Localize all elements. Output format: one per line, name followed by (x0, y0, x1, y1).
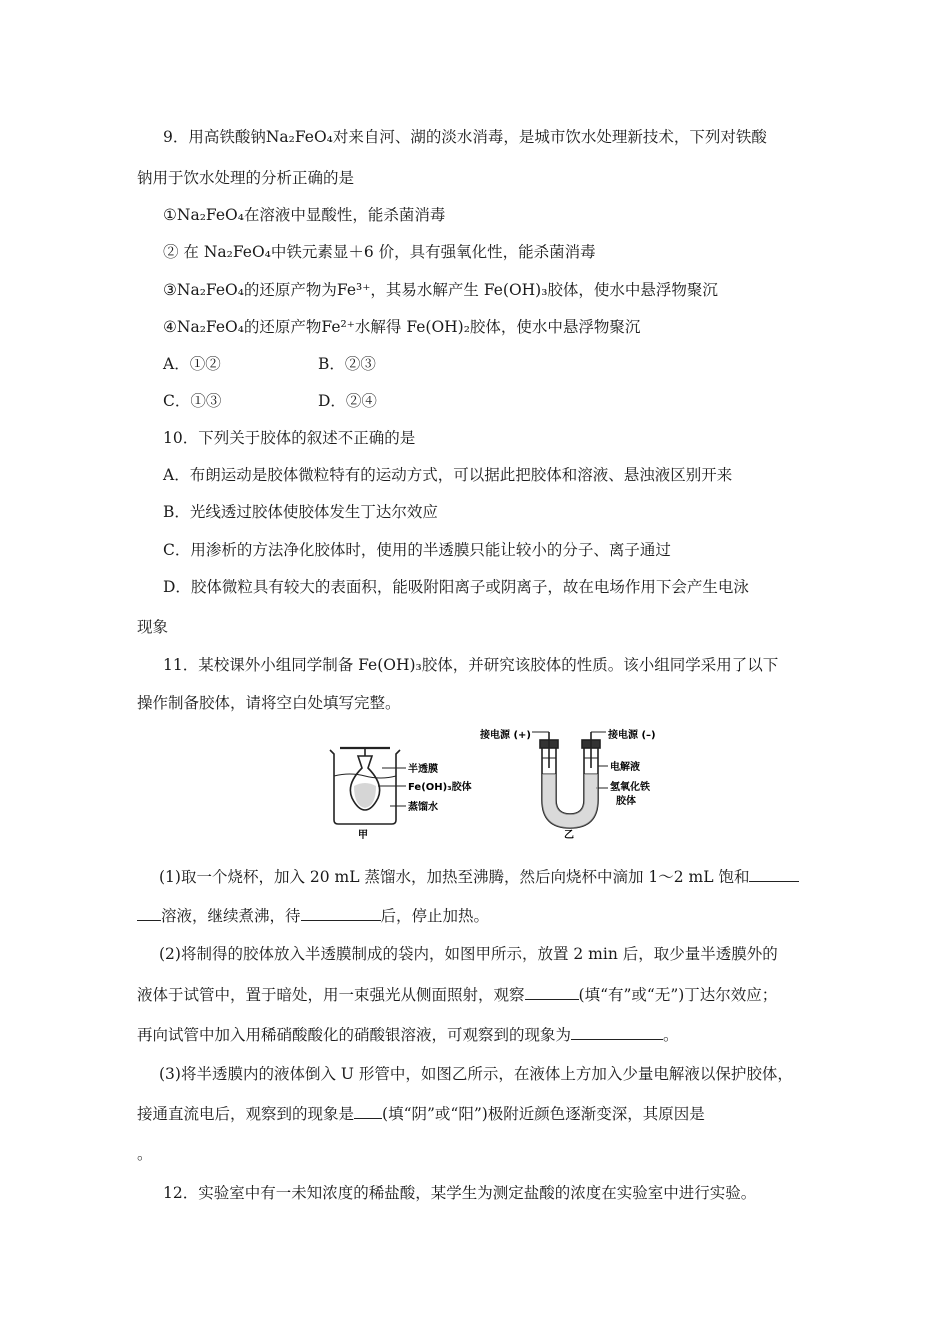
q9-option-d: D．②④ (318, 392, 377, 410)
q11-part3-line1: (3)将半透膜内的液体倒入 U 形管中，如图乙所示，在液体上方加入少量电解液以保护胶体， (159, 1065, 793, 1083)
q9-option-c: C．①③ (163, 392, 222, 410)
figure-yi-label-cathode: 接电源 (–) (608, 730, 656, 741)
q11-part3-line3: 。 (137, 1145, 153, 1163)
q10-option-a: A．布朗运动是胶体微粒特有的运动方式，可以据此把胶体和溶液、悬浊液区别开来 (163, 466, 733, 484)
q11-part1-text2: 溶液，继续煮沸，待 (161, 907, 301, 925)
q10-option-d-line2: 现象 (137, 618, 169, 636)
q11-part1-text3: 后，停止加热。 (380, 907, 490, 925)
q11-part2-line1: (2)将制得的胶体放入半透膜制成的袋内，如图甲所示，放置 2 min 后，取少量半透膜外的 (159, 945, 778, 963)
q9-statement-3: ③Na₂FeO₄的还原产物为Fe³⁺，其易水解产生 Fe(OH)₃胶体，使水中悬浮物聚沉 (163, 281, 718, 299)
q10-option-b: B．光线透过胶体使胶体发生丁达尔效应 (163, 503, 438, 521)
q10-option-d-line1: D．胶体微粒具有较大的表面积，能吸附阳离子或阴离子，故在电场作用下会产生电泳 (163, 578, 749, 596)
q11-blank-1-cont[interactable] (137, 905, 161, 921)
q11-part2-line2 (137, 984, 777, 1005)
q11-part3-line2 (137, 1103, 705, 1124)
figure-jia-label-membrane: 半透膜 (408, 764, 438, 775)
q9-statement-1: ①Na₂FeO₄在溶液中显酸性，能杀菌消毒 (163, 206, 446, 224)
figure-yi-label-colloid: 胶体 (616, 796, 636, 807)
figure-jia-caption: 甲 (358, 830, 368, 840)
apparatus-figure (320, 728, 670, 840)
q11-part1-text: (1)取一个烧杯，加入 20 mL 蒸馏水，加热至沸腾，然后向烧杯中滴加 1～2 mL 饱和 (159, 868, 750, 886)
q9-statement-2: ② 在 Na₂FeO₄中铁元素显＋6 价，具有强氧化性，能杀菌消毒 (163, 243, 596, 261)
q9-option-b: B．②③ (318, 355, 376, 373)
figure-yi-label-hydroxide: 氢氧化铁 (610, 782, 650, 793)
q11-blank-5[interactable] (354, 1103, 382, 1119)
figure-jia-label-water: 蒸馏水 (408, 802, 438, 813)
q11-blank-4[interactable] (571, 1024, 663, 1040)
q9-option-a: A．①② (163, 355, 221, 373)
figure-yi-caption: 乙 (564, 830, 574, 840)
figure-yi-label-anode: 接电源 (+) (480, 730, 532, 741)
q11-stem-line2: 操作制备胶体，请将空白处填写完整。 (137, 694, 401, 712)
q11-part2-text: 液体于试管中，置于暗处，用一束强光从侧面照射，观察 (137, 986, 525, 1004)
q10-option-c: C．用渗析的方法净化胶体时，使用的半透膜只能让较小的分子、离子通过 (163, 541, 671, 559)
q9-stem-line1: 9．用高铁酸钠Na₂FeO₄对来自河、湖的淡水消毒，是城市饮水处理新技术，下列对铁酸 (163, 128, 767, 146)
q12-stem: 12．实验室中有一未知浓度的稀盐酸，某学生为测定盐酸的浓度在实验室中进行实验。 (163, 1184, 757, 1202)
q11-part2-text3: 再向试管中加入用稀硝酸酸化的硝酸银溶液，可观察到的现象为 (137, 1026, 572, 1044)
q11-stem-line1: 11．某校课外小组同学制备 Fe(OH)₃胶体，并研究该胶体的性质。该小组同学采用了以下 (163, 656, 779, 674)
q11-part3-text2: (填“阴”或“阳”)极附近颜色逐渐变深，其原因是 (382, 1105, 705, 1123)
q11-part2-line3 (137, 1024, 679, 1045)
figure-yi-label-electrolyte: 电解液 (610, 762, 640, 773)
q11-blank-3[interactable] (525, 984, 579, 1000)
q9-stem-line2: 钠用于饮水处理的分析正确的是 (137, 169, 355, 187)
q11-blank-2[interactable] (301, 905, 381, 921)
q11-part2-end: 。 (663, 1026, 679, 1044)
q10-stem: 10．下列关于胶体的叙述不正确的是 (163, 429, 416, 447)
q9-statement-4: ④Na₂FeO₄的还原产物Fe²⁺水解得 Fe(OH)₂胶体，使水中悬浮物聚沉 (163, 318, 641, 336)
q11-part1-line2 (137, 905, 489, 926)
q11-part1-line1 (159, 866, 799, 887)
q11-blank-1[interactable] (749, 866, 799, 882)
q11-part3-text: 接通直流电后，观察到的现象是 (137, 1105, 355, 1123)
figure-jia-label-colloid: Fe(OH)₃胶体 (408, 782, 472, 793)
q11-part2-text2: (填“有”或“无”)丁达尔效应； (578, 986, 778, 1004)
